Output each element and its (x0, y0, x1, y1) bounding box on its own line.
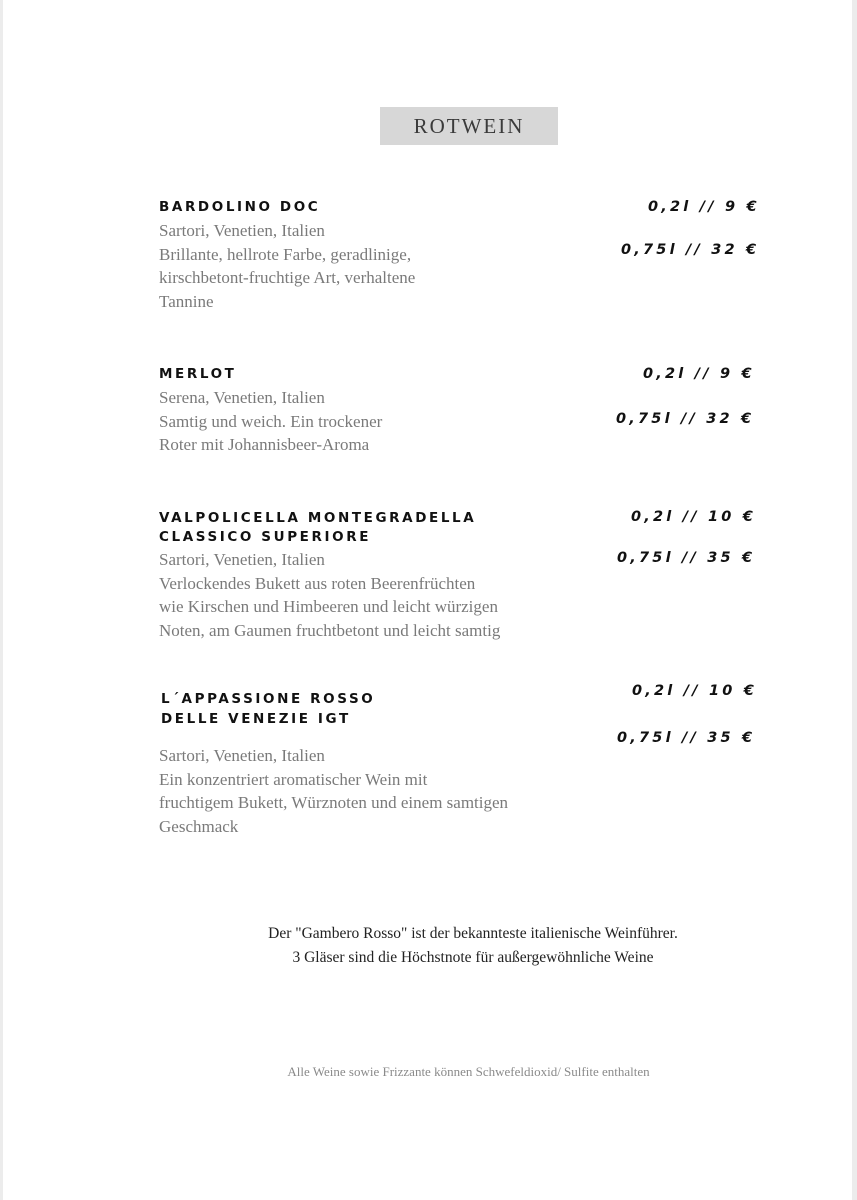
section-title: ROTWEIN (413, 113, 525, 138)
wine-desc-line: fruchtigem Bukett, Würznoten und einem samtigen (159, 793, 509, 812)
price-glass: 0,2l // 9 € (648, 199, 760, 215)
wine-name-appassione (161, 689, 375, 729)
wine-name-line: BARDOLINO DOC (159, 199, 321, 215)
price-glass: 0,2l // 10 € (631, 509, 757, 525)
wine-name-line: VALPOLICELLA MONTEGRADELLA (159, 510, 477, 526)
wine-desc-line: Noten, am Gaumen fruchtbetont und leicht samtig (159, 620, 501, 640)
wine-name-line: DELLE VENEZIE IGT (161, 711, 351, 727)
wine-name-valpolicella (159, 509, 476, 547)
wine-desc-line: kirschbetont-fruchtige Art, verhaltene (159, 268, 416, 287)
price-bottle: 0,75l // 35 € (617, 730, 756, 746)
wine-name-merlot (159, 365, 236, 384)
wine-origin: Serena, Venetien, Italien (159, 388, 325, 407)
wine-desc-line: Ein konzentriert aromatischer Wein mit (159, 769, 428, 789)
price-glass: 0,2l // 10 € (632, 683, 758, 699)
wine-desc-line: Brillante, hellrote Farbe, geradlinige, (159, 244, 412, 264)
price-bottle: 0,75l // 32 € (616, 411, 755, 427)
wine-origin: Sartori, Venetien, Italien (159, 221, 325, 240)
wine-desc-line: Verlockendes Bukett aus roten Beerenfrüchten (159, 573, 476, 593)
wine-name-line: CLASSICO SUPERIORE (159, 529, 372, 545)
note-line: 3 Gläser sind die Höchstnote für außergewöhnliche Weine (292, 949, 654, 966)
gambero-rosso-note (3, 922, 857, 970)
wine-name-bardolino (159, 198, 320, 217)
wine-desc-line: Samtig und weich. Ein trockener (159, 411, 383, 431)
price-bottle: 0,75l // 35 € (617, 550, 756, 566)
wine-origin: Sartori, Venetien, Italien (159, 550, 325, 569)
wine-desc-line: wie Kirschen und Himbeeren und leicht würzigen (159, 597, 498, 616)
wine-description-merlot (159, 386, 382, 457)
wine-desc-line: Geschmack (159, 816, 239, 836)
wine-description-bardolino (159, 219, 415, 313)
note-line: Der "Gambero Rosso" ist der bekannteste italienische Weinführer. (268, 925, 678, 942)
section-title-box (380, 107, 558, 145)
wine-desc-line: Roter mit Johannisbeer-Aroma (159, 435, 370, 454)
wine-name-line: MERLOT (159, 366, 237, 382)
price-bottle: 0,75l // 32 € (621, 242, 760, 258)
wine-description-valpolicella (159, 548, 500, 642)
wine-name-line: L´APPASSIONE ROSSO (161, 691, 376, 707)
menu-page (3, 0, 852, 1200)
wine-desc-line: Tannine (159, 291, 214, 311)
wine-description-appassione (159, 744, 508, 838)
sulfite-note: Alle Weine sowie Frizzante können Schwefeldioxid/ Sulfite enthalten (287, 1064, 650, 1079)
price-glass: 0,2l // 9 € (643, 366, 755, 382)
wine-origin: Sartori, Venetien, Italien (159, 746, 325, 765)
